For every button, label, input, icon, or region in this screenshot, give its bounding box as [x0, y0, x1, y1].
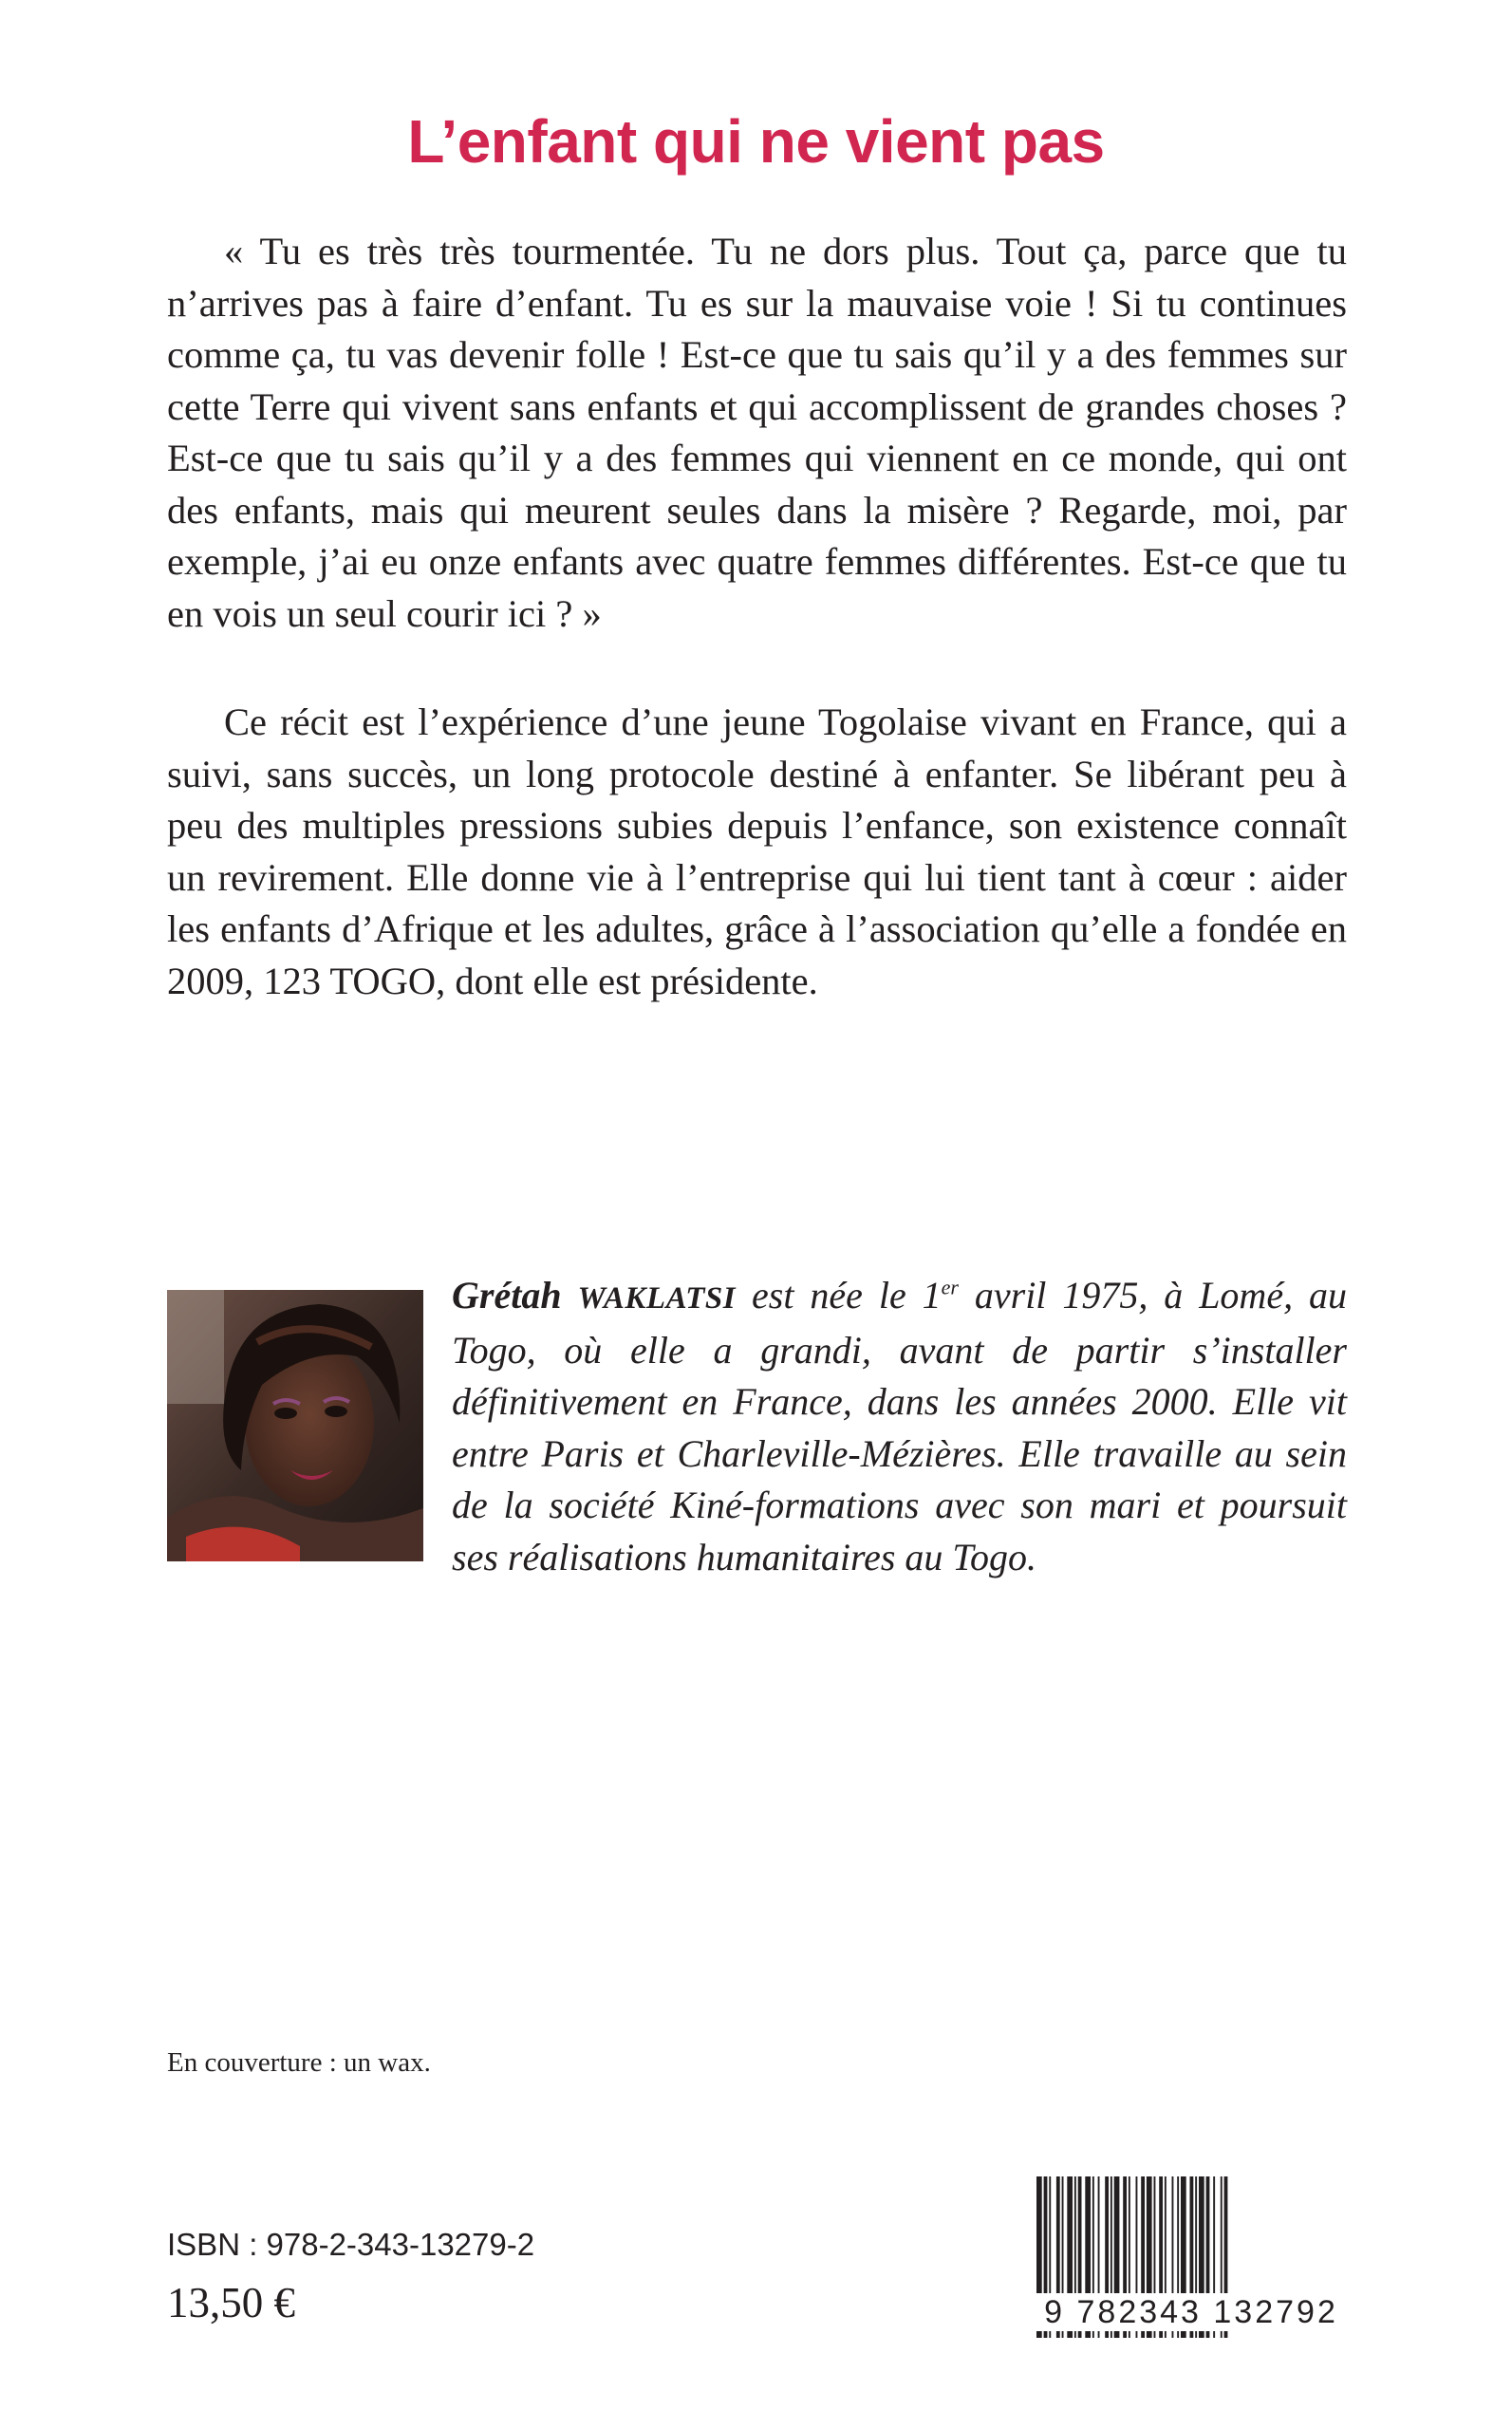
barcode-digits: 9 782343 132792: [1030, 2293, 1353, 2331]
quote-paragraph: « Tu es très très tourmentée. Tu ne dors plus. Tout ça, parce que tu n’arrives pas à faire d’enfant. Tu es sur la mauvaise voie ! Si tu continues comme ça, tu vas devenir folle ! Est-ce que tu sais qu’il y a des femmes sur cette Terre qui vivent sans enfants et qui accomplissent de grandes choses ? Est-ce que tu sais qu’il y a des femmes qui viennent en ce monde, qui ont des enfants, mais qui meurent seules dans la misère ? Regarde, moi, par exemple, j’ai eu onze enfants avec quatre femmes différentes. Est-ce que tu en vois un seul courir ici ? »: [167, 230, 1347, 635]
book-title: L’enfant qui ne vient pas: [407, 107, 1105, 176]
author-bio: [452, 1270, 1347, 1583]
author-bio-text-2: avril 1975, à Lomé, au Togo, où elle a grandi, avant de partir s’installer définitivement en France, dans les années 2000. Elle vit entre Paris et Charleville-Mézières. Elle travaille au sein de la société Kiné-formations avec son mari et poursuit ses réalisations humanitaires au Togo.: [452, 1274, 1347, 1578]
isbn-label: ISBN : 978-2-343-13279-2: [167, 2227, 535, 2262]
summary-paragraph: Ce récit est l’expérience d’une jeune Togolaise vivant en France, qui a suivi, sans succès, un long protocole destiné à enfanter. Se libérant peu à peu des multiples pressions subies depuis l’enfance, son existence connaît un revirement. Elle donne vie à l’entreprise qui lui tient tant à cœur : aider les enfants d’Afrique et les adultes, grâce à l’association qu’elle a fondée en 2009, 123 TOGO, dont elle est présidente.: [167, 700, 1347, 1002]
author-first-name: Grétah: [452, 1274, 562, 1317]
author-bio-sup: er: [941, 1275, 959, 1299]
author-last-name: WAKLATSI: [577, 1281, 737, 1316]
cover-credit: En couverture : un wax.: [167, 2047, 431, 2078]
price-label: 13,50 €: [167, 2279, 295, 2326]
author-bio-text-1: est née le 1: [736, 1274, 942, 1317]
author-photo: [167, 1290, 423, 1561]
